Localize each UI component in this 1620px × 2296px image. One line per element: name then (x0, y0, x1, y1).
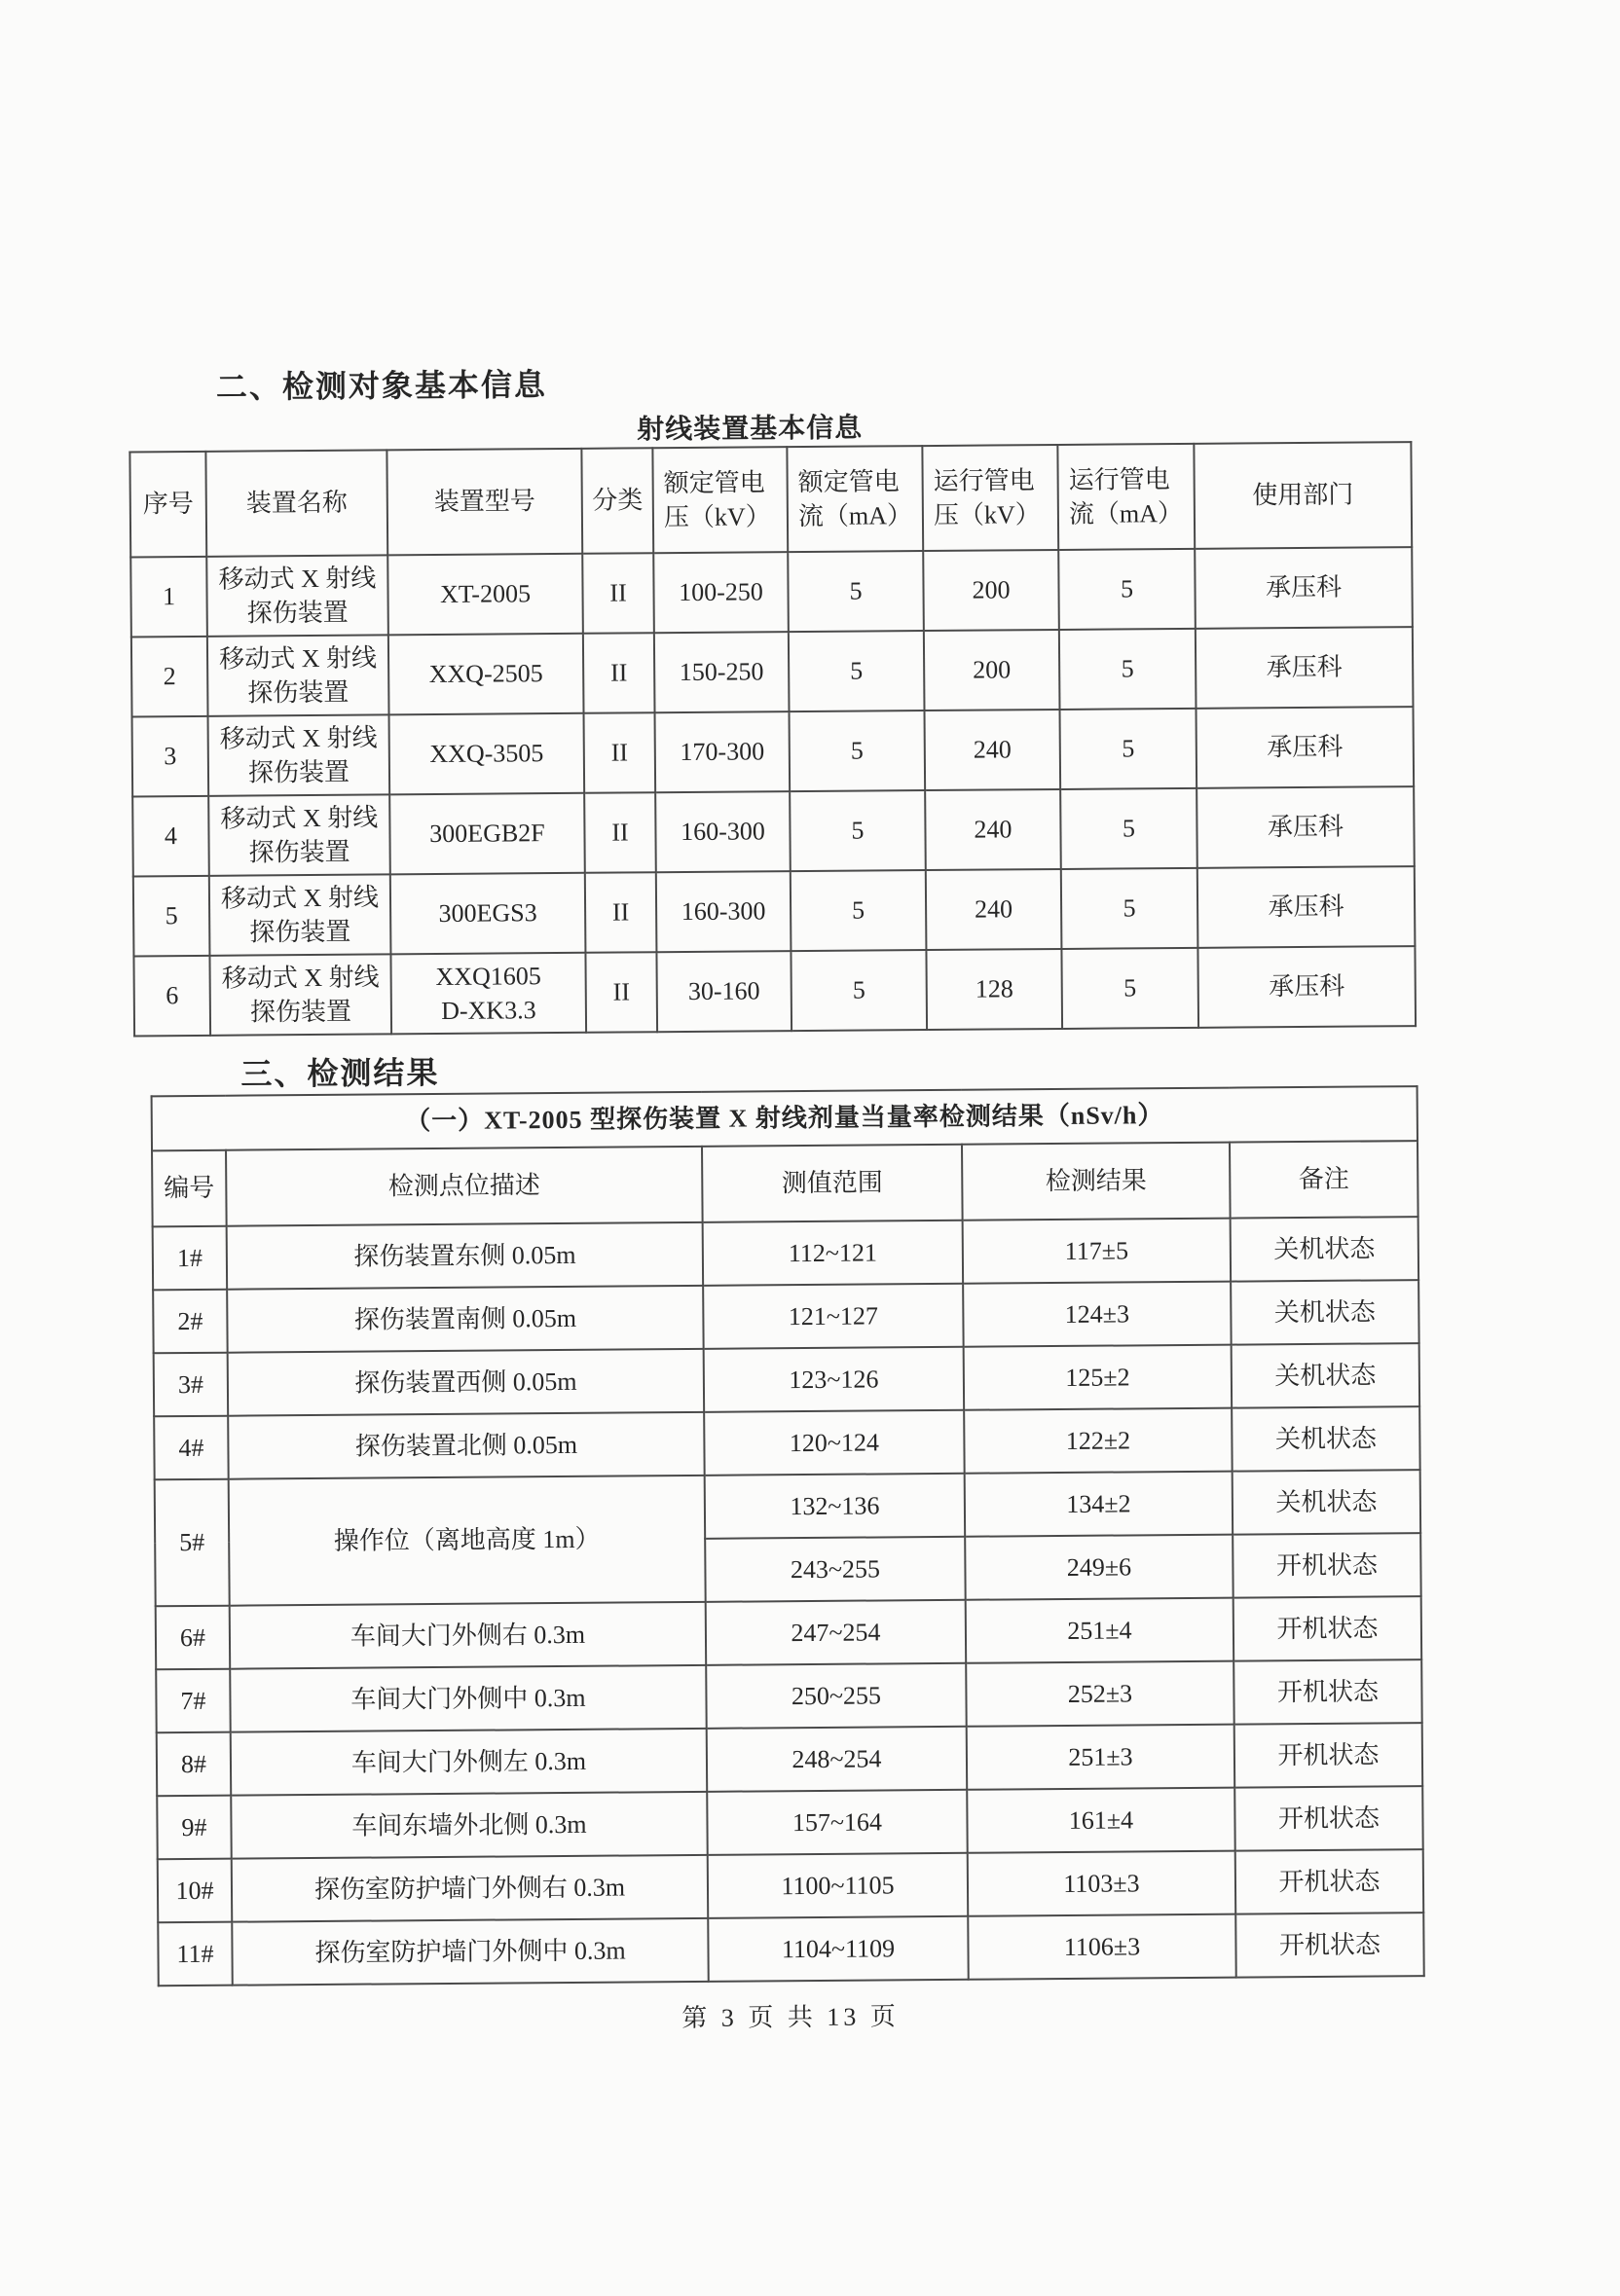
result-cell: 117±5 (963, 1219, 1232, 1284)
device-cell: II (582, 553, 654, 634)
result-cell: 2# (153, 1290, 228, 1354)
device-cell: 5 (788, 551, 924, 632)
result-cell: 157~164 (707, 1790, 968, 1855)
result-table-header-row (152, 1141, 1418, 1226)
result-table (151, 1085, 1425, 1986)
device-cell: 5 (790, 790, 926, 871)
result-cell: 8# (157, 1732, 232, 1797)
result-cell: 112~121 (703, 1221, 964, 1286)
device-cell: 移动式 X 射线 探伤装置 (207, 635, 389, 715)
device-cell: 240 (926, 869, 1062, 950)
device-cell: 移动式 X 射线 探伤装置 (208, 794, 390, 875)
result-header-cell: 测值范围 (702, 1145, 963, 1222)
device-cell: 承压科 (1196, 627, 1414, 709)
device-cell: 承压科 (1197, 866, 1416, 948)
result-cell: 开机状态 (1235, 1849, 1424, 1914)
device-cell: 5 (1061, 868, 1198, 949)
device-cell: 1 (130, 557, 207, 638)
section-3-heading: 三、检测结果 (240, 1054, 440, 1092)
result-cell: 车间东墙外北侧 0.3m (231, 1792, 707, 1859)
result-cell: 4# (154, 1416, 229, 1480)
result-table-caption: （一）XT-2005 型探伤装置 X 射线剂量当量率检测结果（nSv/h） (152, 1086, 1418, 1150)
result-cell: 251±3 (967, 1725, 1235, 1790)
table-row (130, 547, 1413, 637)
device-header-cell: 序号 (129, 452, 206, 558)
result-cell: 开机状态 (1235, 1913, 1424, 1978)
result-cell: 开机状态 (1233, 1533, 1421, 1598)
device-cell: 承压科 (1196, 707, 1414, 788)
result-cell: 探伤装置北侧 0.05m (228, 1412, 704, 1479)
result-cell: 6# (156, 1606, 231, 1670)
result-cell: 125±2 (964, 1345, 1233, 1410)
table-row (158, 1913, 1423, 1986)
table-row (156, 1596, 1421, 1669)
result-header-cell: 编号 (152, 1150, 227, 1227)
device-header-cell: 运行管电 压（kV） (922, 445, 1058, 551)
device-cell: 5 (1059, 709, 1197, 789)
table-row (157, 1723, 1422, 1796)
device-cell: 128 (926, 949, 1062, 1030)
device-header-cell: 分类 (581, 448, 653, 554)
device-header-cell: 额定管电 压（kV） (652, 447, 788, 553)
device-cell: 移动式 X 射线 探伤装置 (209, 954, 391, 1035)
result-cell: 3# (154, 1353, 229, 1417)
device-cell: 移动式 X 射线 探伤装置 (206, 555, 388, 636)
device-cell: 5 (791, 950, 927, 1031)
result-cell: 探伤装置东侧 0.05m (227, 1222, 703, 1290)
result-cell: 车间大门外侧左 0.3m (231, 1729, 707, 1796)
device-cell: II (585, 952, 657, 1033)
device-cell: 200 (924, 630, 1060, 711)
table-row (131, 627, 1414, 716)
device-cell: 5 (1059, 629, 1197, 710)
result-cell: 122±2 (964, 1408, 1233, 1474)
result-header-cell: 检测结果 (962, 1143, 1231, 1221)
device-cell: 5 (790, 711, 926, 791)
result-cell: 121~127 (703, 1284, 964, 1349)
table-row (154, 1406, 1419, 1479)
device-cell: II (584, 712, 656, 793)
device-cell: 170-300 (655, 711, 791, 792)
result-cell: 探伤装置西侧 0.05m (228, 1349, 704, 1416)
device-cell: 100-250 (653, 552, 789, 633)
table-row (154, 1343, 1419, 1416)
device-cell: 5 (1058, 549, 1196, 630)
device-cell: XXQ-3505 (389, 713, 585, 795)
result-cell: 1104~1109 (708, 1916, 969, 1982)
result-cell: 124±3 (963, 1282, 1232, 1347)
result-cell: 134±2 (965, 1472, 1233, 1537)
table-row (157, 1786, 1422, 1859)
device-cell: XT-2005 (387, 554, 583, 636)
device-header-cell: 使用部门 (1194, 442, 1412, 549)
result-cell: 关机状态 (1231, 1280, 1419, 1345)
result-cell: 248~254 (707, 1727, 968, 1792)
result-cell: 关机状态 (1231, 1217, 1419, 1282)
table-row (156, 1659, 1421, 1732)
device-cell: 300EGB2F (389, 793, 585, 875)
result-cell: 5# (155, 1479, 230, 1607)
result-cell: 关机状态 (1232, 1343, 1420, 1408)
table-row (158, 1849, 1423, 1922)
result-table-caption-row (152, 1086, 1418, 1150)
table-row (153, 1280, 1418, 1353)
device-cell: 4 (132, 796, 209, 877)
device-cell: 3 (132, 716, 209, 797)
device-cell: 240 (925, 710, 1061, 790)
result-cell: 关机状态 (1232, 1406, 1420, 1472)
result-cell: 249±6 (965, 1535, 1233, 1600)
device-cell: II (583, 633, 655, 713)
result-cell: 开机状态 (1234, 1786, 1423, 1851)
device-table-caption: 射线装置基本信息 (637, 413, 864, 446)
device-cell: II (585, 872, 657, 953)
device-cell: XXQ-2505 (388, 634, 584, 715)
device-cell: XXQ1605 D-XK3.3 (390, 953, 586, 1035)
table-row (132, 786, 1415, 876)
table-row (133, 946, 1416, 1036)
device-cell: 200 (923, 550, 1059, 631)
page-number: 第 3 页 共 13 页 (681, 2002, 900, 2033)
device-header-cell: 装置型号 (387, 449, 582, 556)
result-header-cell: 备注 (1230, 1141, 1418, 1219)
device-cell: 承压科 (1197, 946, 1416, 1028)
result-cell: 1106±3 (968, 1914, 1236, 1980)
device-cell: 5 (133, 876, 210, 957)
result-cell: 探伤室防护墙门外侧中 0.3m (232, 1918, 708, 1986)
device-header-cell: 额定管电 流（mA） (787, 446, 923, 552)
result-cell: 10# (158, 1859, 233, 1923)
device-cell: 300EGS3 (390, 873, 586, 955)
device-info-table (129, 441, 1417, 1037)
device-cell: II (584, 792, 656, 873)
section-2-heading: 二、检测对象基本信息 (215, 367, 548, 405)
device-cell: 160-300 (655, 791, 791, 872)
result-cell: 7# (156, 1669, 231, 1733)
device-cell: 5 (1060, 788, 1197, 869)
result-header-cell: 检测点位描述 (226, 1147, 703, 1226)
table-row (155, 1470, 1420, 1543)
device-cell: 30-160 (656, 951, 792, 1032)
result-cell: 开机状态 (1234, 1723, 1423, 1788)
table-row (133, 866, 1416, 956)
device-cell: 5 (789, 631, 925, 711)
result-cell: 11# (158, 1922, 233, 1986)
result-cell: 关机状态 (1233, 1470, 1421, 1535)
device-cell: 2 (131, 637, 208, 717)
result-cell: 123~126 (704, 1347, 965, 1412)
device-cell: 5 (791, 870, 927, 951)
result-cell: 161±4 (967, 1788, 1235, 1853)
result-cell: 9# (157, 1796, 232, 1860)
device-header-cell: 运行管电 流（mA） (1057, 444, 1195, 550)
device-cell: 承压科 (1197, 786, 1415, 868)
device-cell: 240 (925, 789, 1061, 870)
result-cell: 247~254 (706, 1600, 967, 1665)
device-cell: 移动式 X 射线 探伤装置 (208, 714, 390, 795)
result-cell: 车间大门外侧中 0.3m (230, 1665, 706, 1732)
device-cell: 承压科 (1195, 547, 1413, 629)
result-cell: 252±3 (966, 1661, 1234, 1727)
device-cell: 5 (1061, 948, 1198, 1029)
device-cell: 6 (133, 956, 210, 1037)
result-cell: 251±4 (966, 1598, 1234, 1663)
device-cell: 移动式 X 射线 探伤装置 (209, 874, 391, 955)
device-table-header-row (129, 442, 1412, 557)
result-cell: 132~136 (705, 1474, 966, 1539)
result-cell: 探伤室防护墙门外侧右 0.3m (232, 1855, 708, 1922)
result-cell: 车间大门外侧右 0.3m (230, 1602, 706, 1669)
result-cell: 243~255 (705, 1537, 966, 1602)
result-cell: 120~124 (704, 1410, 965, 1476)
table-row (153, 1217, 1418, 1290)
device-cell: 160-300 (656, 871, 792, 952)
device-cell: 150-250 (654, 632, 790, 712)
table-row (132, 707, 1415, 796)
result-cell: 开机状态 (1233, 1596, 1422, 1661)
result-cell: 1103±3 (968, 1851, 1236, 1916)
result-cell: 1100~1105 (708, 1853, 969, 1918)
device-header-cell: 装置名称 (205, 450, 387, 556)
result-cell: 探伤装置南侧 0.05m (227, 1286, 703, 1353)
result-cell: 1# (153, 1226, 228, 1291)
result-cell: 250~255 (706, 1663, 967, 1729)
result-cell: 操作位（离地高度 1m） (229, 1476, 706, 1606)
result-cell: 开机状态 (1233, 1659, 1422, 1725)
